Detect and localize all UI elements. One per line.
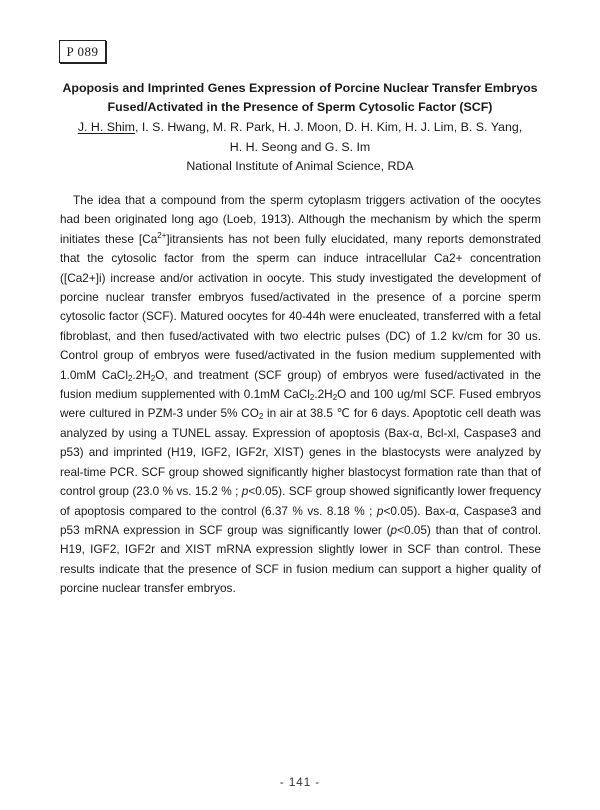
affiliation: National Institute of Animal Science, RDA [186, 159, 414, 173]
paper-title [60, 79, 540, 117]
abstract-subscript: 2 [258, 412, 264, 422]
abstract-italic-p: p [390, 522, 398, 537]
abstract-italic-p: p [376, 503, 384, 518]
abstract-subscript: 2 [309, 393, 315, 403]
abstract-text: The idea that a compound from the sperm cytoplasm triggers activation of the oocytes had been originated long ago (Loeb, 1913). Although the mechanism by which the sperm initiates these [Ca [60, 193, 541, 246]
abstract-body [60, 191, 541, 599]
abstract-text: <0.05). SCF group showed significantly lower frequency of apoptosis compared to the control (6.37 % vs. 8.18 % ; [60, 484, 542, 518]
abstract-subscript: 2 [127, 373, 133, 383]
abstract-text: O, and treatment (SCF group) of embryos were fused/activated in the fusion medium supplemented with 0.1mM CaCl [60, 367, 541, 402]
title-line-2: Fused/Activated in the Presence of Sperm Cytosolic Factor (SCF) [107, 100, 493, 114]
abstract-subscript: 2 [150, 373, 156, 383]
author-list [60, 118, 540, 157]
abstract-subscript: 2 [332, 393, 338, 403]
abstract-text: .2H [314, 387, 333, 402]
abstract-text: O and 100 ug/ml SCF. Fused embryos were cultured in PZM-3 under 5% CO [60, 387, 542, 421]
abstract-text: .2H [132, 367, 151, 382]
abstract-text: ]itransients has not been fully elucidated, many reports demonstrated that the cytosolic factor from the sperm can induce intracellular Ca2+ concentration ([Ca2+]i) increase and/or activation in oocyte. This study investigated the development of porcine nuclear transfer embryos fused/activated in the presence of a porcine sperm cytosolic factor (SCF). Matured oocytes for 40-44h were enucleated, transferred with a fetal fibroblast, and then fused/activated with two electric pulses (DC) of 1.2 kv/cm for 30 us. Control group of embryos were fused/activated in the fusion medium supplemented with 1.0mM CaCl [60, 231, 541, 382]
abstract-text: in air at 38.5 ℃ for 6 days. Apoptotic cell death was analyzed by using a TUNEL assay. Expression of apoptosis (Bax-α, Bcl-xl, Caspase3 and p53) and imprinted (H19, IGF2, IGF2r, XIST) genes in the blastocysts were analyzed by real-time PCR. SCF group showed significantly higher blastocyst formation rate than that of control group (23.0 % vs. 15.2 % ; [60, 406, 541, 499]
co-authors: , I. S. Hwang, M. R. Park, H. J. Moon, D. H. Kim, H. J. Lim, B. S. Yang, [134, 120, 523, 134]
poster-id-box: P 089 [59, 40, 106, 63]
title-line-1: Apoposis and Imprinted Genes Expression of Porcine Nuclear Transfer Embryos [62, 81, 538, 95]
first-author: J. H. Shim [77, 120, 135, 134]
abstract-text: <0.05). Bax-α, Caspase3 and p53 mRNA expression in SCF group was significantly lower ( [60, 503, 542, 537]
author-line-1 [60, 118, 540, 138]
abstract-italic-p: p [241, 484, 249, 499]
page-number: - 141 - [279, 777, 321, 789]
author-line-2: H. H. Seong and G. S. Im [229, 139, 371, 154]
abstract-text: <0.05) than that of control. H19, IGF2, IGF2r and XIST mRNA expression slightly lower in SCF than control. These results indicate that the presence of SCF in fusion medium can support a higher quality of porcine nuclear transfer embryos. [60, 522, 541, 596]
abstract-paragraph [60, 191, 541, 599]
abstract-superscript: 2+ [157, 230, 167, 240]
